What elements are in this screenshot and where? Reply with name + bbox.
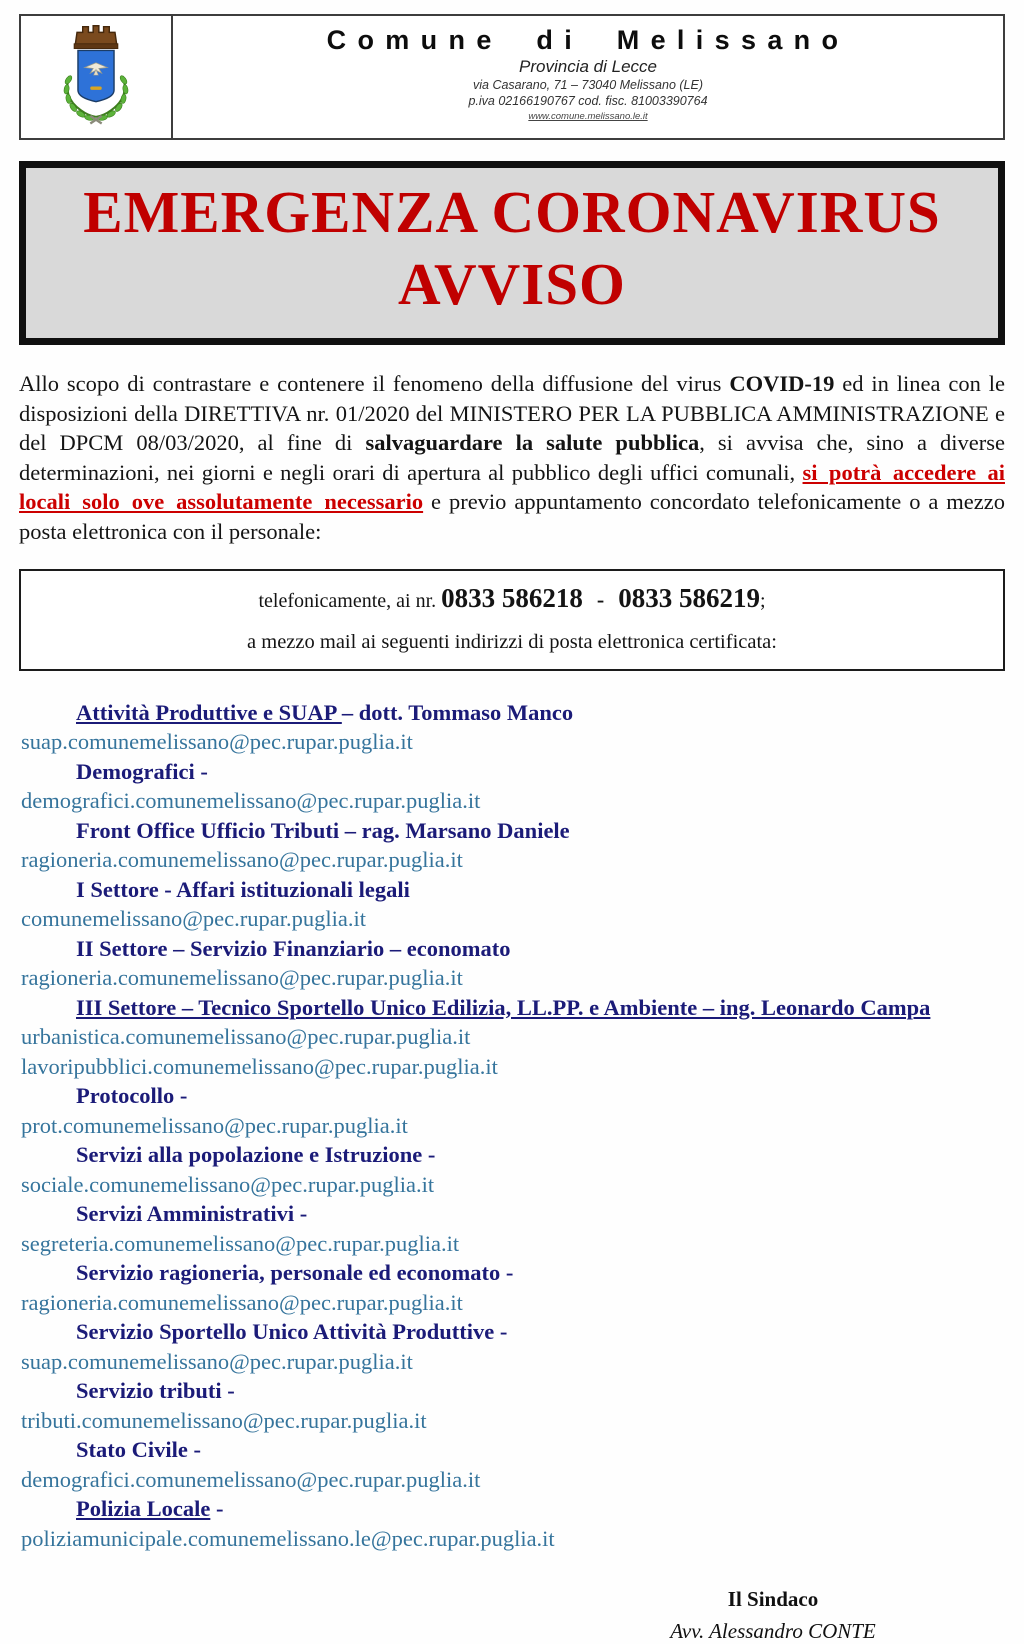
contact-box [19, 569, 1005, 671]
department-title: Front Office Ufficio Tributi – rag. Marsano Daniele [76, 817, 570, 843]
department-email: ragioneria.comunemelissano@pec.rupar.puglia.it [21, 1289, 463, 1315]
phone-number-1: 0833 586218 [441, 582, 583, 613]
coat-of-arms-icon [48, 21, 144, 133]
crest-cell [21, 16, 173, 138]
department-title: Servizio Sportello Unico Attività Produttive - [76, 1319, 508, 1344]
phone-number-2: 0833 586219 [618, 582, 760, 613]
department-title: Protocollo - [76, 1083, 188, 1108]
intro-segment: e previo appuntamento concordato telefonicamente o a mezzo posta elettronica con il personale: [19, 489, 1006, 544]
department-email: ragioneria.comunemelissano@pec.rupar.puglia.it [21, 965, 463, 990]
department-email: segreteria.comunemelissano@pec.rupar.puglia.it [21, 1230, 460, 1256]
directory [19, 698, 1005, 1554]
department-email: urbanistica.comunemelissano@pec.rupar.puglia.it [21, 1024, 471, 1049]
department-email: demografici.comunemelissano@pec.rupar.puglia.it [21, 788, 481, 813]
mail-instruction-line: a mezzo mail ai seguenti indirizzi di posta elettronica certificata: [247, 630, 777, 653]
phone-line [21, 583, 1003, 614]
department-title: Attività Produttive e SUAP – dott. Tommaso Manco [76, 699, 574, 725]
intro-segment-red-underline: si potrà accedere ai locali solo ove assolutamente necessario [19, 459, 1005, 514]
department-title: I Settore - Affari istituzionali legali [76, 876, 410, 902]
intro-segment-bold: salvaguardare la salute pubblica [365, 430, 700, 455]
website-line: www.comune.melissano.le.it [528, 111, 648, 122]
intro-segment-bold: COVID-19 [729, 371, 835, 396]
department-email: ragioneria.comunemelissano@pec.rupar.puglia.it [21, 847, 463, 872]
signature-role: Il Sindaco [727, 1587, 819, 1611]
intro-segment: Allo scopo di contrastare e contenere il fenomeno della diffusione del virus [19, 371, 730, 396]
department-title: Polizia Locale - [76, 1496, 224, 1521]
intro-paragraph [19, 369, 1005, 546]
letterhead [19, 14, 1005, 140]
banner-title-line2: AVVISO [398, 251, 626, 317]
phone-prefix: telefonicamente, ai nr. [258, 589, 442, 612]
signature-block [603, 1587, 943, 1644]
department-email: prot.comunemelissano@pec.rupar.puglia.it [21, 1112, 408, 1138]
department-title: II Settore – Servizio Finanziario – economato [76, 935, 511, 961]
municipality-name: Comune di Melissano [326, 25, 850, 55]
intro-segment: , si avvisa che, sino a diverse determinazioni, nei giorni e negli orari di apertura al pubblico degli uffici comunali, [19, 430, 1005, 485]
department-email: poliziamunicipale.comunemelissano.le@pec.rupar.puglia.it [21, 1525, 555, 1551]
signature-name: Avv. Alessandro CONTE [670, 1619, 876, 1643]
department-email: comunemelissano@pec.rupar.puglia.it [21, 906, 367, 931]
letterhead-info [173, 16, 1003, 138]
phone-suffix: ; [759, 589, 766, 612]
department-title: III Settore – Tecnico Sportello Unico Edilizia, LL.PP. e Ambiente – ing. Leonardo Campa [76, 994, 931, 1020]
emergency-banner [19, 161, 1005, 345]
department-email: lavoripubblici.comunemelissano@pec.rupar.puglia.it [21, 1053, 498, 1079]
department-email: suap.comunemelissano@pec.rupar.puglia.it [21, 729, 413, 754]
department-title: Servizio ragioneria, personale ed economato - [76, 1260, 514, 1285]
department-title: Servizi alla popolazione e Istruzione - [76, 1142, 436, 1167]
department-email: demografici.comunemelissano@pec.rupar.puglia.it [21, 1466, 481, 1492]
department-email: sociale.comunemelissano@pec.rupar.puglia.it [21, 1171, 435, 1197]
shield-icon [78, 50, 114, 101]
intro-segment: ed in linea con le disposizioni della DIRETTIVA nr. 01/2020 del MINISTERO PER LA PUBBLICA AMMINISTRAZIONE e del DPCM 08/03/2020, al fine di [19, 371, 1005, 455]
department-title: Demografici - [76, 758, 208, 784]
address-line: via Casarano, 71 – 73040 Melissano (LE) [473, 78, 703, 92]
fiscal-line: p.iva 02166190767 cod. fisc. 81003390764 [468, 94, 708, 108]
department-email: tributi.comunemelissano@pec.rupar.puglia.it [21, 1407, 427, 1433]
department-title: Servizio tributi - [76, 1378, 235, 1403]
banner-title-line1: EMERGENZA CORONAVIRUS [83, 179, 941, 245]
department-email: suap.comunemelissano@pec.rupar.puglia.it [21, 1348, 413, 1374]
province-line: Provincia di Lecce [519, 57, 657, 76]
department-title: Servizi Amministrativi - [76, 1201, 308, 1226]
department-title: Stato Civile - [76, 1437, 201, 1462]
crown-icon [74, 26, 118, 49]
phone-separator: - [596, 586, 605, 612]
